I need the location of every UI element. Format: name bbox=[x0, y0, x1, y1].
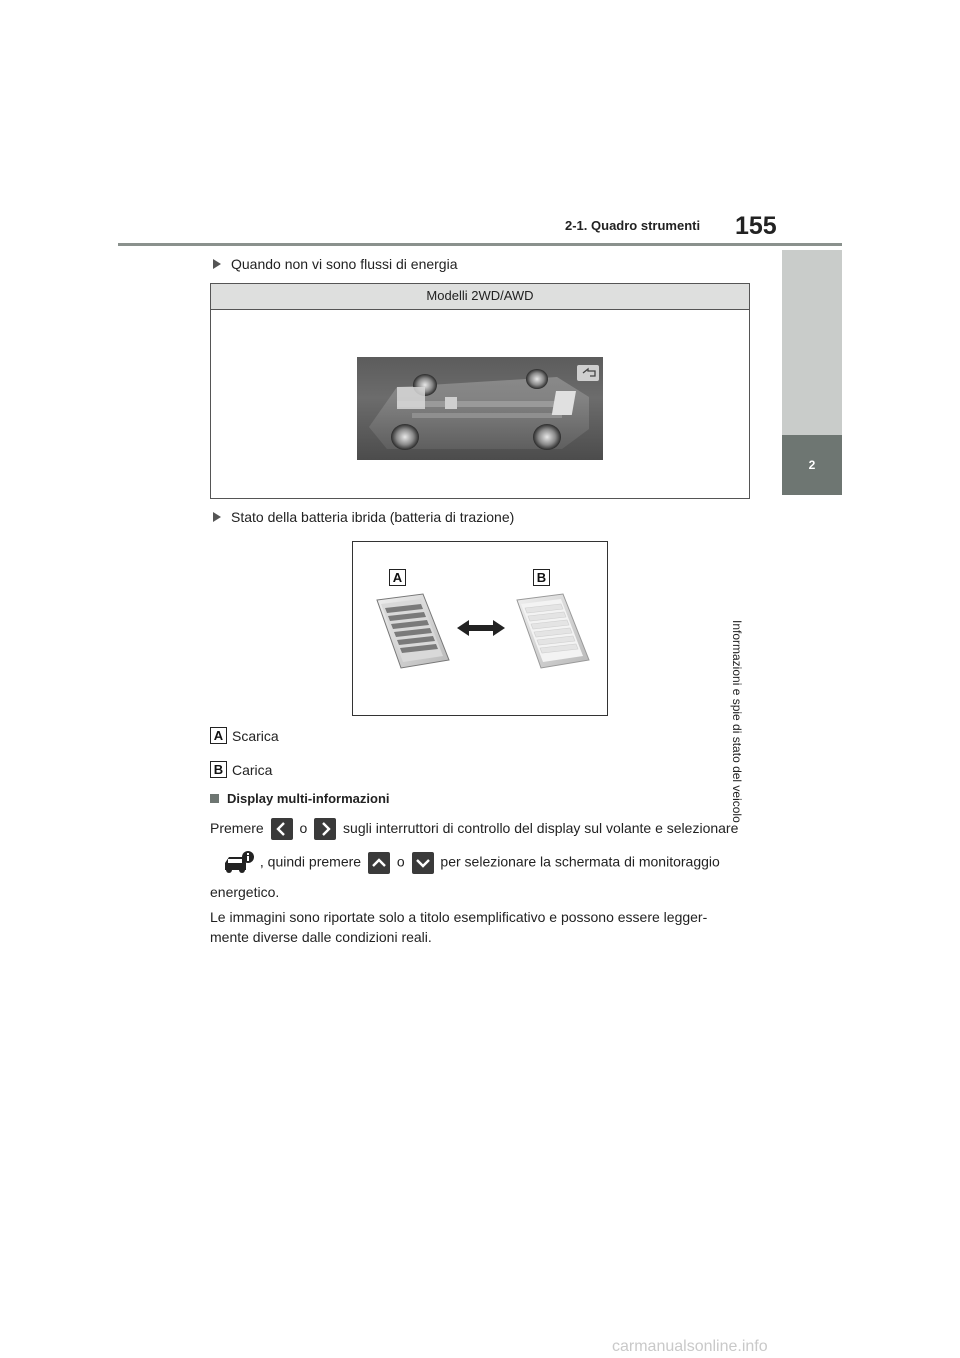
note-line: mente diverse dalle condizioni reali. bbox=[210, 929, 432, 945]
text: sugli interruttori di controllo del display sul volante e selezionare bbox=[343, 820, 739, 836]
text: o bbox=[396, 853, 405, 870]
instruction-line-2 bbox=[222, 850, 720, 876]
instruction-line-3: energetico. bbox=[210, 884, 280, 900]
double-arrow-icon bbox=[457, 620, 505, 636]
chapter-number: 2 bbox=[808, 458, 816, 472]
chapter-tab bbox=[782, 435, 842, 495]
legend-item-b bbox=[210, 761, 272, 778]
car-chassis-illustration bbox=[357, 357, 603, 460]
text: o bbox=[299, 820, 308, 836]
battery-state-figure bbox=[352, 541, 608, 716]
text: , quindi premere bbox=[259, 853, 362, 870]
text: per selezionare la schermata di monitoraggio bbox=[440, 853, 720, 870]
bullet-energy-flow bbox=[213, 256, 457, 272]
bullet-battery-state bbox=[213, 509, 514, 525]
battery-illustration bbox=[353, 542, 607, 715]
chapter-title-vertical bbox=[724, 620, 744, 920]
legend-key: A bbox=[210, 727, 227, 744]
heading-text: Display multi-informazioni bbox=[227, 791, 390, 806]
energy-flow-figure bbox=[210, 283, 750, 499]
note-line: Le immagini sono riportate solo a titolo esemplificativo e possono essere legger- bbox=[210, 909, 708, 925]
car-info-icon bbox=[222, 850, 256, 876]
label-b: B bbox=[533, 569, 550, 586]
battery-discharged bbox=[377, 594, 449, 668]
page-number: 155 bbox=[735, 212, 777, 240]
bullet-text: Quando non vi sono flussi di energia bbox=[231, 256, 458, 272]
table-header: Modelli 2WD/AWD bbox=[211, 284, 749, 310]
instruction-line-1 bbox=[210, 818, 738, 840]
watermark: carmanualsonline.info bbox=[612, 1338, 768, 1355]
section-title: 2-1. Quadro strumenti bbox=[565, 218, 701, 233]
bullet-triangle-icon bbox=[213, 259, 221, 269]
disclaimer-note bbox=[210, 907, 750, 947]
back-arrow-icon bbox=[577, 365, 599, 381]
legend-key: B bbox=[210, 761, 227, 778]
energy-monitor-screen bbox=[357, 357, 603, 460]
bullet-text: Stato della batteria ibrida (batteria di trazione) bbox=[231, 509, 515, 525]
arrow-right-icon bbox=[314, 818, 336, 840]
arrow-up-icon bbox=[368, 852, 390, 874]
legend-item-a bbox=[210, 727, 279, 744]
arrow-down-icon bbox=[412, 852, 434, 874]
text: Premere bbox=[210, 820, 264, 836]
header-divider bbox=[118, 243, 842, 246]
legend-text: Carica bbox=[232, 761, 273, 778]
side-tab-background bbox=[782, 250, 842, 435]
battery-charged bbox=[517, 594, 589, 668]
section-heading bbox=[210, 791, 390, 806]
arrow-left-icon bbox=[271, 818, 293, 840]
legend-text: Scarica bbox=[232, 727, 279, 744]
label-a: A bbox=[389, 569, 406, 586]
heading-square-icon bbox=[210, 794, 219, 803]
chapter-title: Informazioni e spie di stato del veicolo bbox=[730, 620, 744, 823]
bullet-triangle-icon bbox=[213, 512, 221, 522]
